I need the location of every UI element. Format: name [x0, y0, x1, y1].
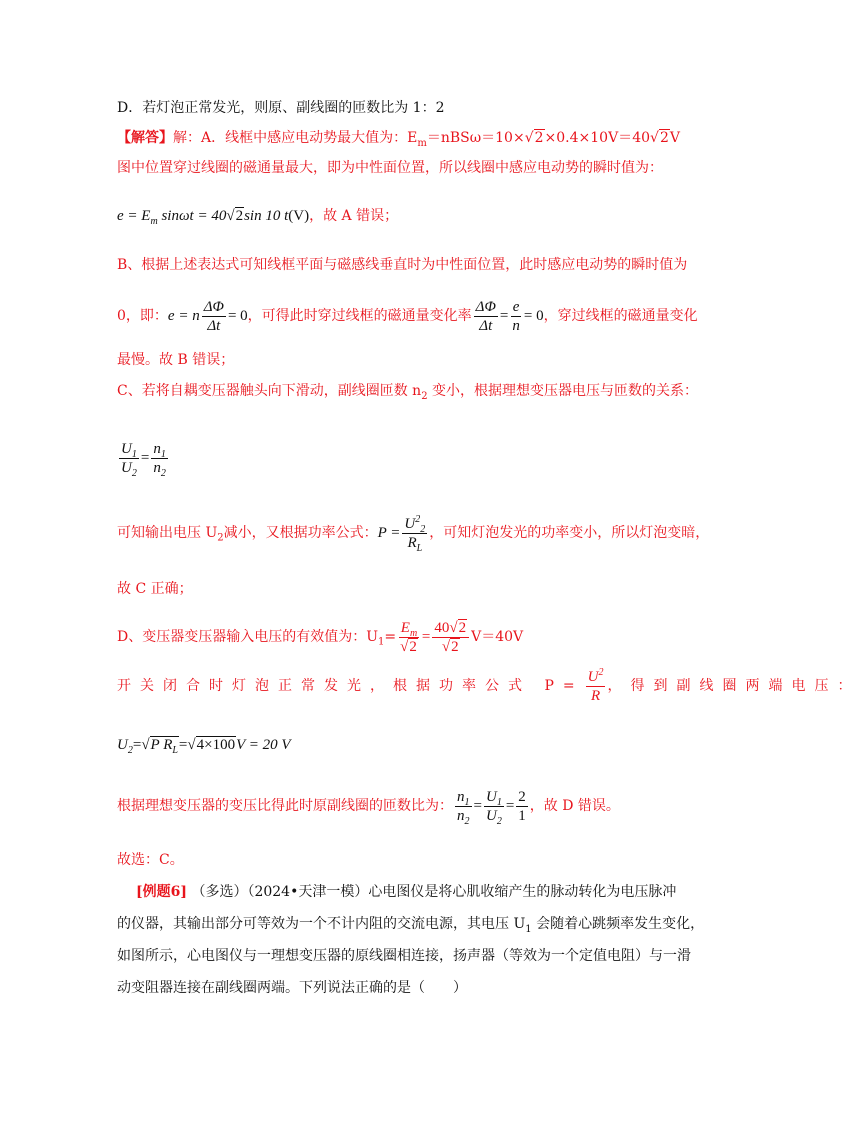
secondary-voltage-equation: $U_2=√P$ $R_L=√4\times 100V = 20$ V: [117, 737, 291, 756]
solution-c-line4: 故 C 正确；: [117, 581, 193, 597]
sol-a-mid2: ×0.4×10V＝: [544, 130, 633, 146]
flux-equation-1: e = n $\frac{\Delta\Phi}{\Delta t}$ = 0: [167, 299, 248, 334]
final-choice: 故选：C。: [117, 852, 184, 868]
example-tag: [例题6]: [136, 884, 187, 900]
example-6-line3: 如图所示，心电图仪与一理想变压器的原线圈相连接，扬声器（等效为一个定值电阻）与一滑: [117, 948, 691, 964]
solution-d-line2: 开关闭合时灯泡正常发光，根据功率公式 P= $\frac{U^2}{R}$ ，得到副线圈两端电压：: [117, 667, 860, 704]
solution-a-line1: [117, 128, 680, 148]
solution-c-line3: 可知输出电压 $U_2$减小，又根据功率公式：P = $\frac{U^2_2}{R_L}$ ，可知灯泡发光的功率变小，所以灯泡变暗，: [117, 514, 710, 554]
rms-voltage-equation: $\frac{E_m}{√2}$ = $\frac{40√2}{√2}$: [396, 629, 471, 645]
solution-b-line2: 0，即：e = n $\frac{\Delta\Phi}{\Delta t}$ = 0，可得此时穿过线框的磁通量变化率 $\frac{\Delta\Phi}{\Delta t}$ = $\frac{e}{n}$ = 0，穿过线框的磁通量变化: [117, 299, 698, 334]
solution-d-equation: [117, 735, 291, 755]
sol-a-unit: V: [669, 130, 680, 146]
example-6-line4: 动变阻器连接在副线圈两端。下列说法正确的是（ ）: [117, 980, 467, 996]
solution-b-line3: 最慢。故 B 错误；: [117, 352, 235, 368]
sol-a-eq-tail: ，故 A 错误；: [309, 208, 399, 224]
example-6-line2: 的仪器，其输出部分可等效为一个不计内阻的交流电源，其电压 $U_1$ 会随着心跳频率发生变化，: [117, 916, 705, 935]
option-d: D．若灯泡正常发光，则原、副线圈的匝数比为 1：2: [117, 100, 445, 116]
solution-a-equation: [117, 206, 398, 226]
answer-tag: 【解答】: [117, 130, 173, 146]
sqrt-2b: √2: [650, 130, 669, 146]
voltage-ratio-equation: $\frac{U_1}{U_2}$ = $\frac{n_1}{n_2}$: [121, 441, 166, 479]
example-6-line1: [例题6] （多选）（2024•天津一模）心电图仪是将心肌收缩产生的脉动转化为电压脉冲: [136, 884, 677, 900]
sol-a-forty: 40: [632, 130, 651, 146]
solution-d-line4: 根据理想变压器的变压比得此时原副线圈的匝数比为： $\frac{n_1}{n_2}$ = $\frac{U_1}{U_2}$ = $\frac{2}{1}$ ，故 D 错误。: [117, 789, 620, 827]
sol-a-mid: ＝nBSω＝10×: [426, 130, 525, 146]
flux-equation-2: $\frac{\Delta\Phi}{\Delta t}$ = $\frac{e}{n}$ = 0: [475, 299, 544, 334]
emf-equation: $e = E_m$ sinωt = 40√2sin 10 t(V): [117, 208, 310, 227]
solution-a-line2: 图中位置穿过线圈的磁通量最大，即为中性面位置，所以线圈中感应电动势的瞬时值为：: [117, 160, 663, 176]
solution-b-line1: B、根据上述表达式可知线框平面与磁感线垂直时为中性面位置，此时感应电动势的瞬时值为: [117, 257, 688, 273]
sol-a-sub: m: [417, 137, 427, 149]
solution-c-line1: C、若将自耦变压器触头向下滑动，副线圈匝数 $n_2$ 变小，根据理想变压器电压与匝数的关系：: [117, 383, 699, 402]
sqrt-2: √2: [524, 130, 544, 146]
power-formula: P = $\frac{U^2_2}{R_L}$: [377, 514, 426, 554]
power-formula-d: $\frac{U^2}{R}$: [587, 667, 604, 704]
solution-c-equation: [117, 440, 170, 477]
turns-ratio-equation: $\frac{n_1}{n_2}$ = $\frac{U_1}{U_2}$ = $\frac{2}{1}$: [457, 789, 526, 827]
sol-a-prefix: 解：A．线框中感应电动势最大值为：E: [173, 130, 418, 146]
solution-d-line1: D、变压器变压器输入电压的有效值为：$U_1=$ $\frac{E_m}{√2}$ = $\frac{40√2}{√2}$ V＝40V: [117, 620, 524, 655]
